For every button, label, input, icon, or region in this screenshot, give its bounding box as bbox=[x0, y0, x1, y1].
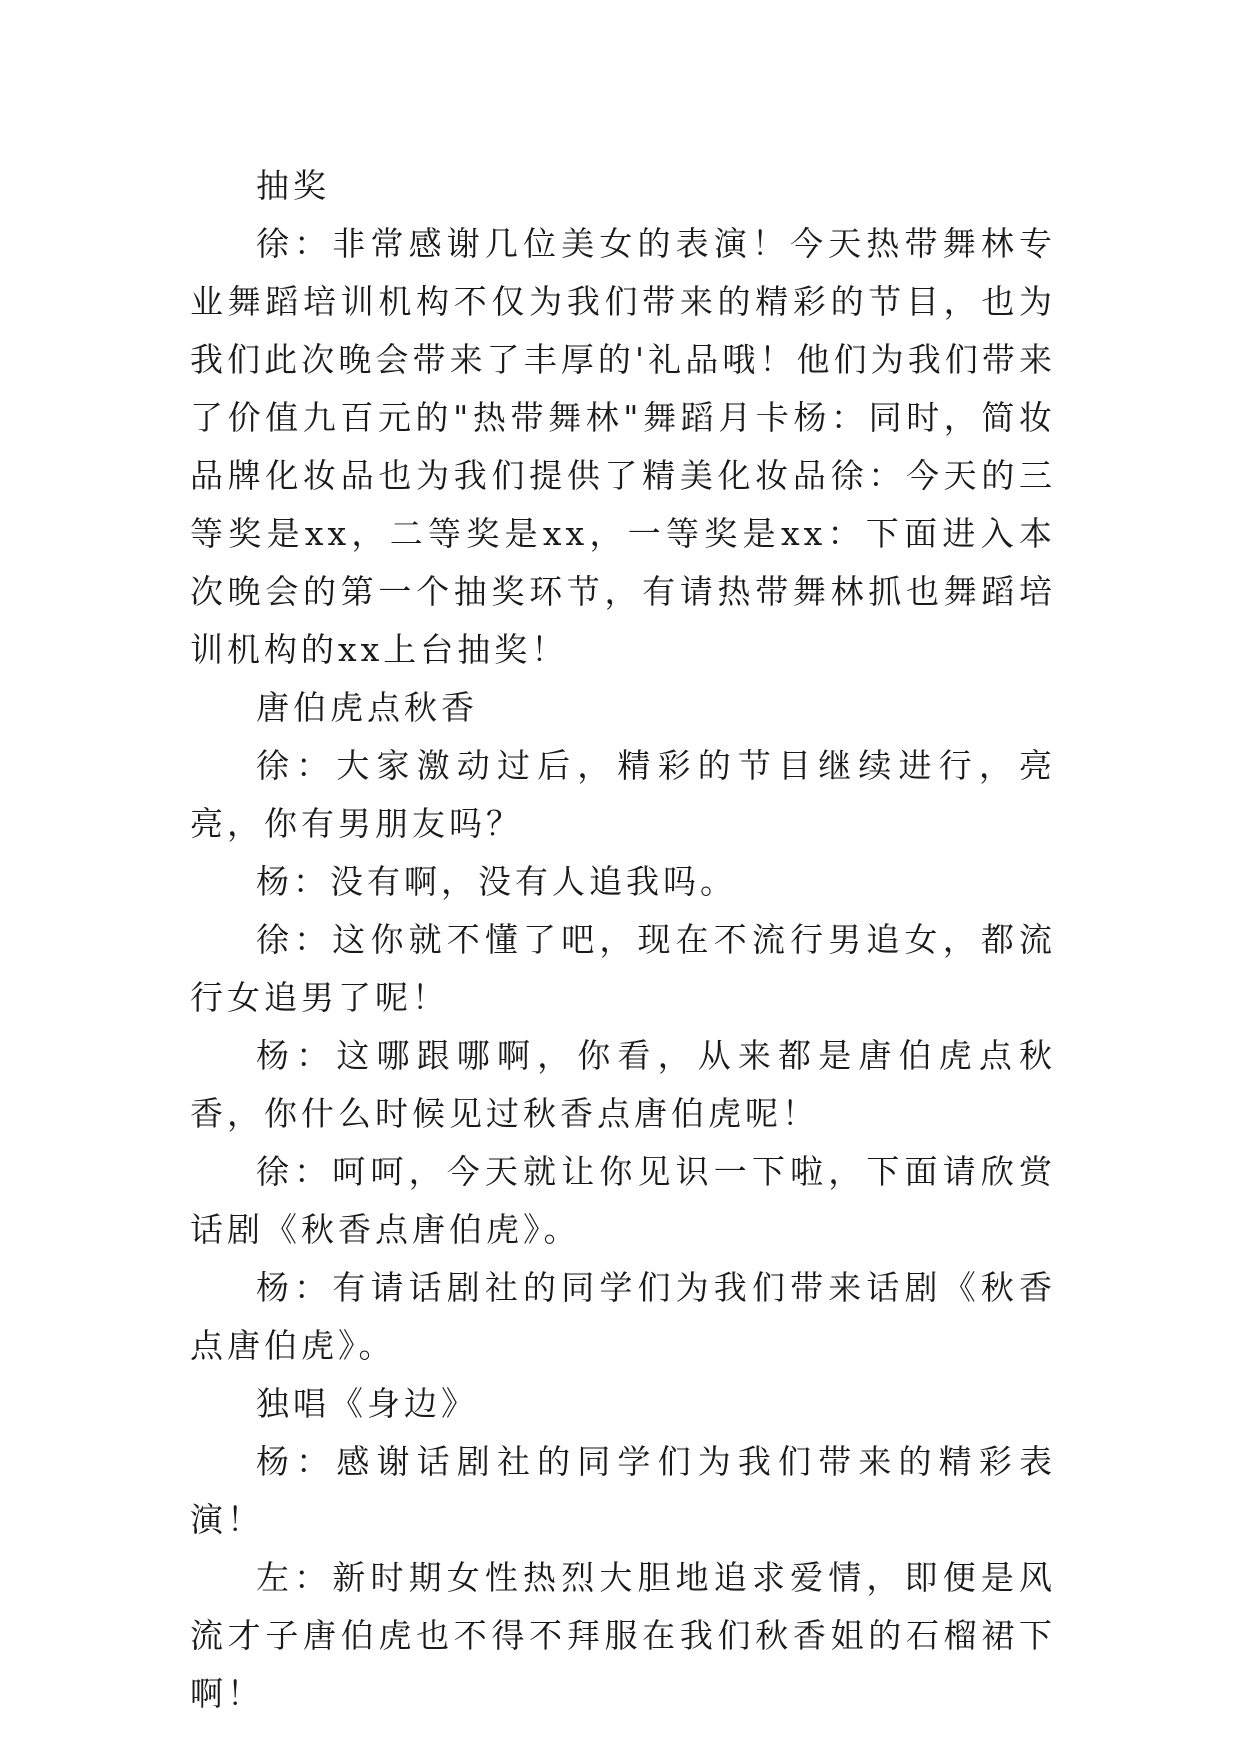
dialogue-line: 徐：呵呵，今天就让你见识一下啦，下面请欣赏话剧《秋香点唐伯虎》。 bbox=[190, 1152, 1056, 1249]
dialogue-line: 杨：没有啊，没有人追我吗。 bbox=[256, 862, 737, 901]
dialogue-line: 左：新时期女性热烈大胆地追求爱情，即便是风流才子唐伯虎也不得不拜服在我们秋香姐的石榴裙下啊！ bbox=[190, 1558, 1056, 1713]
document-body bbox=[190, 157, 1056, 1723]
dialogue-line: 杨：有请话剧社的同学们为我们带来话剧《秋香点唐伯虎》。 bbox=[190, 1268, 1056, 1365]
paragraph-lottery-intro: 徐：非常感谢几位美女的表演！今天热带舞林专业舞蹈培训机构不仅为我们带来的精彩的节目，也为我们此次晚会带来了丰厚的'礼品哦！他们为我们带来了价值九百元的"热带舞林"舞蹈月卡杨：同时，简妆品牌化妆品也为我们提供了精美化妆品徐：今天的三等奖是xx，二等奖是xx，一等奖是xx：下面进入本次晚会的第一个抽奖环节，有请热带舞林抓也舞蹈培训机构的xx上台抽奖！ bbox=[190, 224, 1056, 669]
dialogue-line: 徐：大家激动过后，精彩的节目继续进行，亮亮，你有男朋友吗？ bbox=[190, 746, 1056, 843]
section-heading-solo: 独唱《身边》 bbox=[256, 1384, 478, 1423]
section-heading-tang-bohu: 唐伯虎点秋香 bbox=[256, 688, 478, 727]
section-heading-lottery: 抽奖 bbox=[256, 166, 330, 205]
dialogue-line: 杨：感谢话剧社的同学们为我们带来的精彩表演！ bbox=[190, 1442, 1056, 1539]
dialogue-line: 杨：这哪跟哪啊，你看，从来都是唐伯虎点秋香，你什么时候见过秋香点唐伯虎呢！ bbox=[190, 1036, 1056, 1133]
dialogue-line: 徐：这你就不懂了吧，现在不流行男追女，都流行女追男了呢！ bbox=[190, 920, 1056, 1017]
